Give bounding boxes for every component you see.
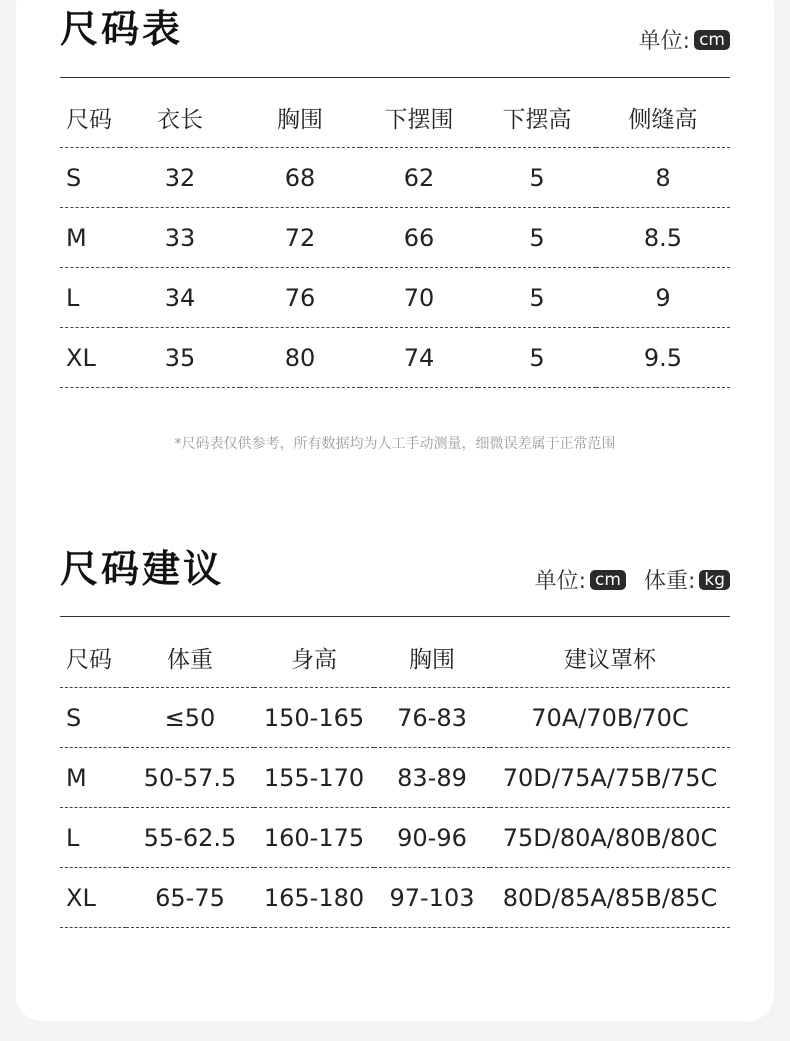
table-cell: 70 — [360, 268, 478, 328]
table-cell: 9 — [596, 268, 730, 328]
table-cell: 55-62.5 — [126, 808, 254, 868]
table-cell: 5 — [478, 328, 596, 388]
table-cell: 8 — [596, 148, 730, 208]
table-cell: 80D/85A/85B/85C — [490, 868, 730, 928]
size-cell: S — [60, 688, 126, 748]
weight-label: 体重: — [643, 569, 696, 594]
size-table-title: 尺码表 — [60, 7, 184, 51]
size-advice-title: 尺码建议 — [60, 547, 225, 591]
table-cell: 150-165 — [254, 688, 374, 748]
table-cell: 5 — [478, 208, 596, 268]
size-cell: L — [60, 268, 120, 328]
table-row — [60, 688, 730, 748]
size-table-units — [639, 24, 730, 55]
table-cell: 9.5 — [596, 328, 730, 388]
size-advice-top-rule — [60, 616, 730, 617]
table-row — [60, 328, 730, 388]
header-cell: 身高 — [254, 628, 374, 688]
size-table — [60, 88, 730, 388]
header-cell: 尺码 — [60, 628, 126, 688]
size-advice-header-row — [60, 628, 730, 688]
size-cell: M — [60, 748, 126, 808]
table-cell: 76 — [240, 268, 360, 328]
size-advice-table — [60, 628, 730, 928]
header-cell: 下摆高 — [478, 88, 596, 148]
size-table-top-rule — [60, 77, 730, 78]
size-table-section — [60, 0, 730, 470]
header-cell: 建议罩杯 — [490, 628, 730, 688]
unit-label: 单位: — [638, 29, 691, 54]
table-cell: 75D/80A/80B/80C — [490, 808, 730, 868]
table-cell: 65-75 — [126, 868, 254, 928]
table-cell: 35 — [120, 328, 240, 388]
unit-label: 单位: — [534, 569, 587, 594]
weight-badge: kg — [699, 570, 730, 590]
header-cell: 衣长 — [120, 88, 240, 148]
table-cell: 74 — [360, 328, 478, 388]
table-row — [60, 748, 730, 808]
table-cell: 62 — [360, 148, 478, 208]
table-cell: 83-89 — [374, 748, 490, 808]
table-cell: 5 — [478, 148, 596, 208]
size-cell: XL — [60, 868, 126, 928]
table-cell: ≤50 — [126, 688, 254, 748]
table-cell: 34 — [120, 268, 240, 328]
table-cell: 90-96 — [374, 808, 490, 868]
table-cell: 50-57.5 — [126, 748, 254, 808]
unit-badge: cm — [694, 30, 730, 50]
table-row — [60, 208, 730, 268]
table-cell: 76-83 — [374, 688, 490, 748]
table-cell: 32 — [120, 148, 240, 208]
size-cell: S — [60, 148, 120, 208]
table-cell: 155-170 — [254, 748, 374, 808]
table-cell: 80 — [240, 328, 360, 388]
table-row — [60, 808, 730, 868]
table-cell: 70D/75A/75B/75C — [490, 748, 730, 808]
table-cell: 5 — [478, 268, 596, 328]
table-cell: 160-175 — [254, 808, 374, 868]
header-cell: 侧缝高 — [596, 88, 730, 148]
size-advice-units — [535, 564, 730, 595]
unit-badge: cm — [590, 570, 626, 590]
header-cell: 尺码 — [60, 88, 120, 148]
table-row — [60, 268, 730, 328]
table-cell: 66 — [360, 208, 478, 268]
table-cell: 8.5 — [596, 208, 730, 268]
table-cell: 72 — [240, 208, 360, 268]
size-table-note: *尺码表仅供参考，所有数据均为人工手动测量，细微误差属于正常范围 — [174, 436, 616, 452]
table-cell: 165-180 — [254, 868, 374, 928]
table-cell: 33 — [120, 208, 240, 268]
table-cell: 70A/70B/70C — [490, 688, 730, 748]
size-cell: M — [60, 208, 120, 268]
table-row — [60, 868, 730, 928]
size-cell: L — [60, 808, 126, 868]
size-cell: XL — [60, 328, 120, 388]
table-row — [60, 148, 730, 208]
table-cell: 97-103 — [374, 868, 490, 928]
table-cell: 68 — [240, 148, 360, 208]
header-cell: 胸围 — [240, 88, 360, 148]
header-cell: 胸围 — [374, 628, 490, 688]
size-table-header-row — [60, 88, 730, 148]
size-advice-section — [60, 540, 730, 960]
header-cell: 体重 — [126, 628, 254, 688]
header-cell: 下摆围 — [360, 88, 478, 148]
